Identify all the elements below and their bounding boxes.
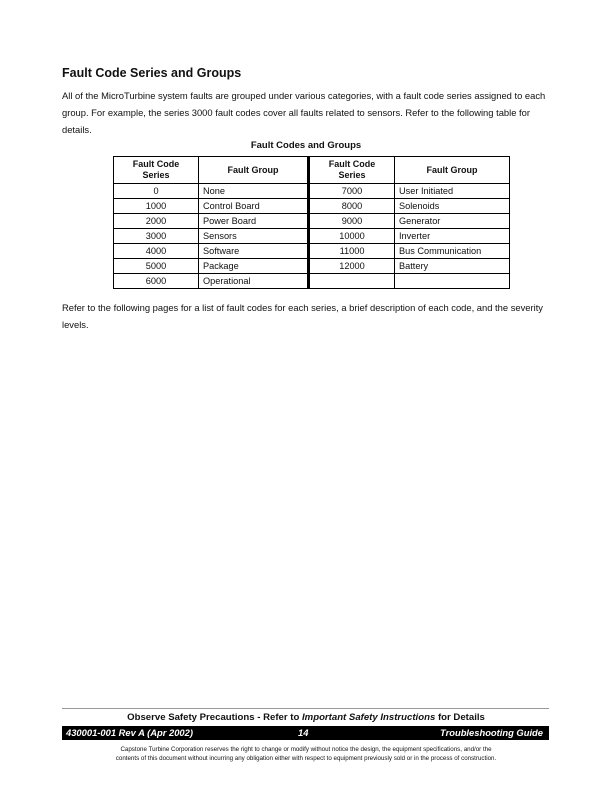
series-cell: 5000 xyxy=(114,259,199,274)
outro-paragraph: Refer to the following pages for a list of fault codes for each series, a brief description of each code, and the severity levels. xyxy=(62,302,543,330)
group-cell: Inverter xyxy=(395,229,510,244)
group-cell: Operational xyxy=(199,274,309,289)
group-cell xyxy=(395,274,510,289)
series-cell: 12000 xyxy=(309,259,395,274)
table-header-row xyxy=(114,157,510,184)
table-row xyxy=(114,214,510,229)
series-cell: 1000 xyxy=(114,199,199,214)
series-cell: 10000 xyxy=(309,229,395,244)
series-cell: 9000 xyxy=(309,214,395,229)
document-number: 430001-001 Rev A (Apr 2002) xyxy=(66,727,193,738)
section-heading: Fault Code Series and Groups xyxy=(62,66,242,80)
series-cell: 4000 xyxy=(114,244,199,259)
group-cell: Solenoids xyxy=(395,199,510,214)
safety-emphasis: Important Safety Instructions xyxy=(302,712,436,723)
series-cell: 7000 xyxy=(309,184,395,199)
group-cell: Software xyxy=(199,244,309,259)
footer-bar xyxy=(62,726,549,740)
series-cell xyxy=(309,274,395,289)
group-cell: None xyxy=(199,184,309,199)
table-title: Fault Codes and Groups xyxy=(250,140,362,151)
legal-line-1: Capstone Turbine Corporation reserves the right to change or modify without notice the design, the equipment specifications, and/or the xyxy=(120,746,492,753)
safety-notice xyxy=(0,712,612,723)
header-fault-code-series-2: Fault Code Series xyxy=(309,157,395,184)
group-cell: Power Board xyxy=(199,214,309,229)
table-row xyxy=(114,199,510,214)
group-cell: Bus Communication xyxy=(395,244,510,259)
header-fault-group-2: Fault Group xyxy=(395,157,510,184)
intro-paragraph: All of the MicroTurbine system faults are grouped under various categories, with a fault code series assigned to each group. For example, the series 3000 fault codes cover all faults related to sensors. Refer to the following table for details. xyxy=(62,90,546,135)
group-cell: Sensors xyxy=(199,229,309,244)
table-row xyxy=(114,244,510,259)
safety-suffix: for Details xyxy=(435,712,485,723)
guide-title: Troubleshooting Guide xyxy=(440,727,543,738)
table-row xyxy=(114,229,510,244)
series-cell: 6000 xyxy=(114,274,199,289)
safety-prefix: Observe Safety Precautions - Refer to xyxy=(127,712,303,723)
group-cell: Control Board xyxy=(199,199,309,214)
series-cell: 8000 xyxy=(309,199,395,214)
fault-codes-table xyxy=(113,156,510,289)
header-fault-code-series: Fault Code Series xyxy=(114,157,199,184)
legal-notice xyxy=(0,745,612,763)
series-cell: 0 xyxy=(114,184,199,199)
series-cell: 3000 xyxy=(114,229,199,244)
footer-divider xyxy=(62,708,549,709)
group-cell: User Initiated xyxy=(395,184,510,199)
group-cell: Generator xyxy=(395,214,510,229)
group-cell: Package xyxy=(199,259,309,274)
group-cell: Battery xyxy=(395,259,510,274)
series-cell: 11000 xyxy=(309,244,395,259)
legal-line-2: contents of this document without incurring any obligation either with respect to equipment previously sold or in the process of construction. xyxy=(115,755,497,762)
table-row xyxy=(114,184,510,199)
series-cell: 2000 xyxy=(114,214,199,229)
table-row xyxy=(114,259,510,274)
table-row xyxy=(114,274,510,289)
page-number: 14 xyxy=(298,727,309,738)
header-fault-group: Fault Group xyxy=(199,157,309,184)
